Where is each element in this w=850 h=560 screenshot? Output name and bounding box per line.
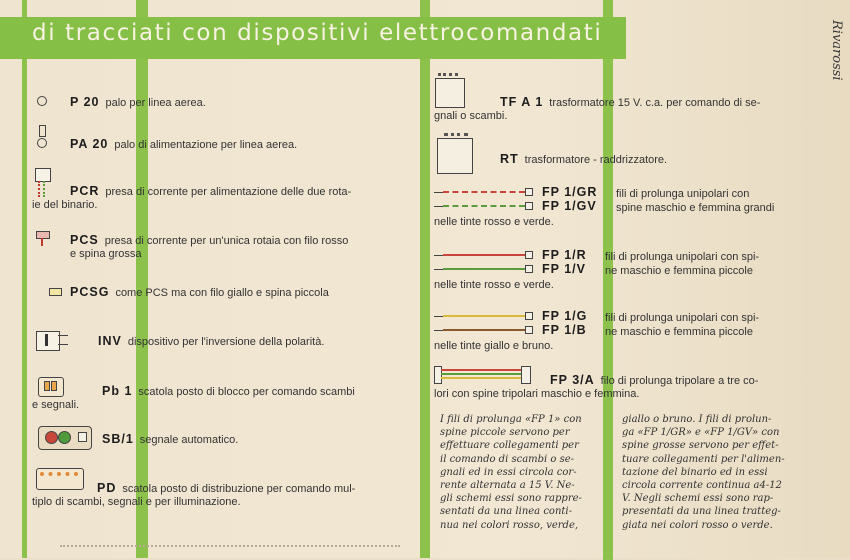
signal-plug-icon [78,432,87,442]
wire-socket-icon [525,312,533,320]
distribution-box-keys-icon [40,472,78,483]
code-fp1-v: FP 1/V [542,262,586,276]
wire-pin-icon [434,255,443,256]
item-tfa1: TF A 1 trasformatore 15 V. c.a. per comando di se- [500,95,761,109]
green-wire-icon [443,268,525,270]
code-fp1-b: FP 1/B [542,323,587,337]
tripolar-socket-icon [521,366,531,384]
wire-pin-icon [434,269,443,270]
yellow-wire-icon [443,315,525,317]
code-fp1-g: FP 1/G [542,309,588,323]
page-title: di tracciati con dispositivi elettrocomandati [32,20,603,46]
inverter-terminal-icon [58,335,68,336]
tripolar-wire-yellow-icon [441,377,521,379]
text-fp-gb-b: ne maschio e femmina piccole [605,326,753,338]
item-pcr: PCR presa di corrente per alimentazione delle due rota- [70,184,352,198]
pole-icon [37,96,47,106]
red-light-icon [45,431,58,444]
item-p20: P 20 palo per linea aerea. [70,95,206,109]
block-box-button-icon [51,381,57,391]
item-pcsg: PCSG come PCS ma con filo giallo e spina piccola [70,285,329,299]
tripolar-wire-red-icon [441,369,521,371]
transformer-terminals-icon [438,73,458,80]
text-fp-gb-a: fili di prolunga unipolari con spi- [605,312,760,324]
item-pd-cont: tiplo di scambi, segnali e per illuminazione. [32,496,241,508]
green-stripe [136,0,148,558]
connector-wire-icon [41,238,43,246]
item-pcs-cont: e spina grossa [70,248,142,260]
code-fp1-gv: FP 1/GV [542,199,597,213]
wire-socket-icon [525,326,533,334]
wire-socket-icon [525,188,533,196]
item-pd: PD scatola posto di distribuzione per comando mul- [97,481,356,495]
small-rail-connector-icon [49,288,62,296]
text-fp-grandi-a: fili di prolunga unipolari con [616,188,750,200]
item-pa20: PA 20 palo di alimentazione per linea aerea. [70,137,298,151]
green-stripe [603,0,613,560]
code-fp1-gr: FP 1/GR [542,185,598,199]
note-fp1-right: giallo o bruno. I fili di prolun- ga «FP 1/GR» e «FP 1/GV» con spine grosse servono per effet- tuare collegamenti per l'alimen- tazione del binario ed in essi circola corrente continua a4-12 V. Negli schemi essi sono rap- presentati da una linea tratteg- giata nei colori rosso o verde. [622,414,785,531]
feed-pole-icon [39,125,46,137]
connector-wire-icon [43,181,46,197]
inverter-switch-icon [45,334,48,346]
rectifier-transformer-icon [437,138,473,174]
item-inv: INV dispositivo per l'inversione della polarità. [98,334,325,348]
red-dashed-wire-icon [443,191,525,193]
wire-pin-icon [434,330,443,331]
item-fp3a: FP 3/A filo di prolunga tripolare a tre co- [550,373,759,387]
wire-pin-icon [434,192,443,193]
red-wire-icon [443,254,525,256]
item-tfa1-cont: gnali o scambi. [434,110,508,122]
green-dashed-wire-icon [443,205,525,207]
inverter-icon [36,331,60,351]
item-fp3a-cont: lori con spine tripolari maschio e femmina. [434,388,640,400]
brown-wire-icon [443,329,525,331]
item-pb1: Pb 1 scatola posto di blocco per comando scambi [102,384,355,398]
item-sb1: SB/1 segnale automatico. [102,432,239,446]
connector-wire-icon [38,181,41,197]
text-fp-rv-a: fili di prolunga unipolari con spi- [605,251,760,263]
feed-pole-base-icon [37,138,47,148]
dual-rail-connector-icon [35,168,51,182]
single-rail-connector-icon [36,231,50,239]
rectifier-terminals-icon [444,133,468,140]
wire-pin-icon [434,206,443,207]
inverter-terminal-icon [58,344,68,345]
text-fp-rv-b: ne maschio e femmina piccole [605,265,753,277]
tripolar-wire-green-icon [441,373,521,375]
item-pb1-cont: e segnali. [32,399,80,411]
text-fp-gb-cont: nelle tinte giallo e bruno. [434,340,554,352]
transformer-icon [435,78,465,108]
wire-pin-icon [434,316,443,317]
green-stripe [22,0,27,558]
block-box-button-icon [44,381,50,391]
text-fp-grandi-b: spine maschio e femmina grandi [616,202,775,214]
item-pcr-cont: ie del binario. [32,199,98,211]
green-light-icon [58,431,71,444]
note-fp1-left: I fili di prolunga «FP 1» con spine piccole servono per effettuare collegamenti per il comando di scambi o se- gnali ed in essi circola cor- rente alternata a 15 V. Ne- gli schemi essi sono rappre- sentati da una linea conti- nua nei colori rosso, verde, [440,414,582,531]
wire-socket-icon [525,202,533,210]
item-rt: RT trasformatore - raddrizzatore. [500,152,668,166]
code-fp1-r: FP 1/R [542,248,587,262]
page-bottom-rule [60,545,400,549]
text-fp-rv-cont: nelle tinte rosso e verde. [434,279,554,291]
wire-socket-icon [525,251,533,259]
wire-socket-icon [525,265,533,273]
brand-label: Rivarossi [829,20,844,81]
text-fp-grandi-cont: nelle tinte rosso e verde. [434,216,554,228]
item-pcs: PCS presa di corrente per un'unica rotaia con filo rosso [70,233,349,247]
green-stripe [420,0,430,558]
